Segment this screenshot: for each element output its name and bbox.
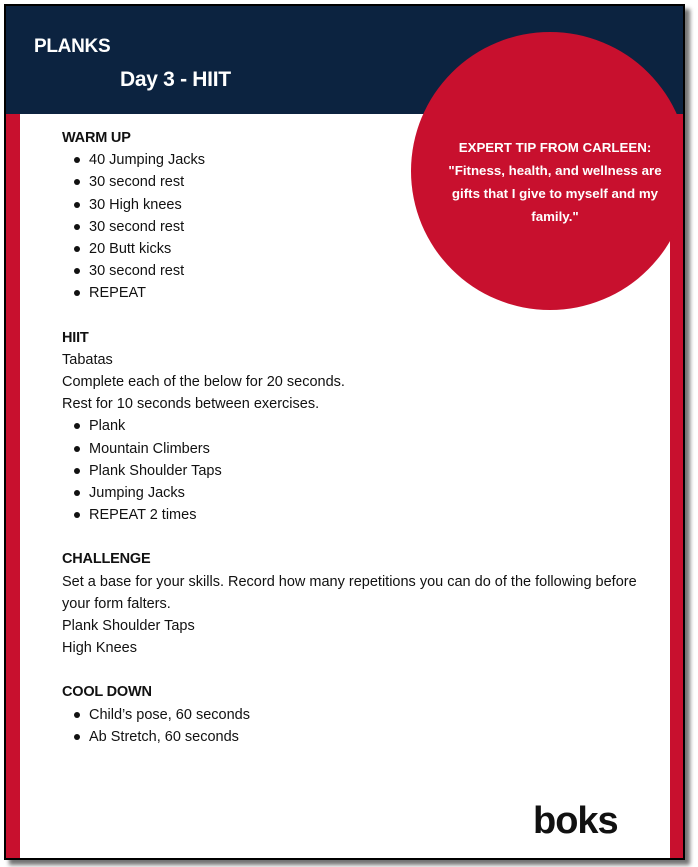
list-item: REPEAT 2 times bbox=[62, 504, 662, 526]
list-item: 40 Jumping Jacks bbox=[62, 149, 662, 171]
list-item: 30 second rest bbox=[62, 216, 662, 238]
list-item: Child’s pose, 60 seconds bbox=[62, 704, 662, 726]
list-item: 20 Butt kicks bbox=[62, 238, 662, 260]
boks-logo: boks bbox=[533, 800, 618, 842]
cooldown-heading: COOL DOWN bbox=[62, 684, 152, 701]
cooldown-section bbox=[62, 681, 662, 748]
list-item: 30 High knees bbox=[62, 194, 662, 216]
page-subtitle: Day 3 - HIIT bbox=[120, 68, 231, 91]
warmup-heading: WARM UP bbox=[62, 130, 131, 146]
challenge-heading: CHALLENGE bbox=[62, 551, 151, 568]
page-title: PLANKS bbox=[34, 36, 111, 57]
list-item: Jumping Jacks bbox=[62, 482, 662, 504]
hiit-line: Rest for 10 seconds between exercises. bbox=[62, 396, 320, 413]
list-item: REPEAT bbox=[62, 282, 662, 304]
hiit-list bbox=[62, 415, 662, 526]
list-item: 30 second rest bbox=[62, 171, 662, 193]
challenge-section bbox=[62, 548, 662, 659]
hiit-heading: HIIT bbox=[62, 329, 89, 346]
expert-tip-quote: "Fitness, health, and wellness are gifts that I give to myself and my family." bbox=[448, 163, 662, 224]
challenge-line: Plank Shoulder Taps bbox=[62, 618, 195, 635]
worksheet-page bbox=[4, 4, 685, 860]
hiit-line: Complete each of the below for 20 seconds. bbox=[62, 374, 345, 391]
expert-tip-heading: EXPERT TIP FROM CARLEEN: bbox=[458, 140, 652, 155]
hiit-section bbox=[62, 327, 662, 527]
list-item: Plank bbox=[62, 415, 662, 437]
warmup-section bbox=[62, 127, 662, 305]
hiit-line: Tabatas bbox=[62, 351, 113, 368]
workout-content bbox=[62, 127, 662, 770]
warmup-list bbox=[62, 149, 662, 304]
list-item: Ab Stretch, 60 seconds bbox=[62, 726, 662, 748]
challenge-line: High Knees bbox=[62, 640, 137, 657]
challenge-line: Set a base for your skills. Record how many repetitions you can do of the following before your form falters. bbox=[62, 573, 637, 612]
list-item: Mountain Climbers bbox=[62, 438, 662, 460]
list-item: 30 second rest bbox=[62, 260, 662, 282]
cooldown-list bbox=[62, 704, 662, 748]
left-accent-bar bbox=[6, 114, 20, 860]
list-item: Plank Shoulder Taps bbox=[62, 460, 662, 482]
